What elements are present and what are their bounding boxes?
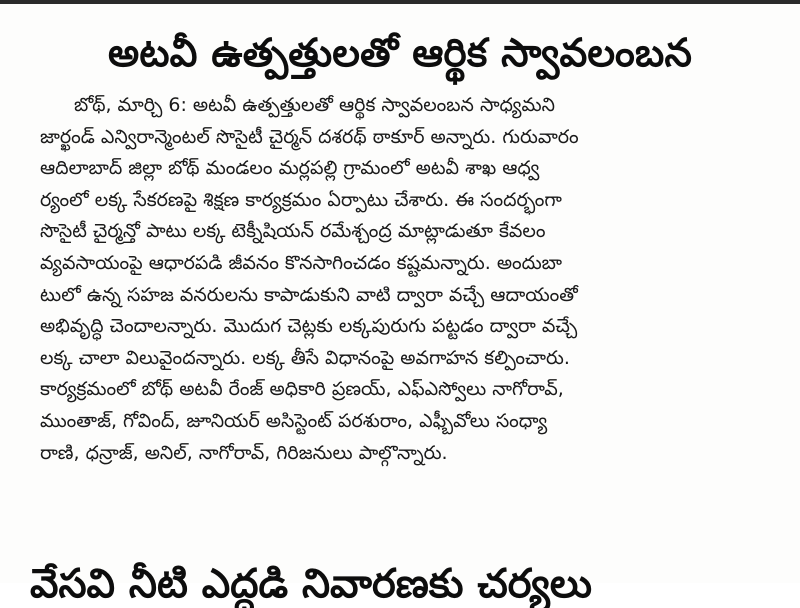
article-line: సొసైటీ చైర్మన్తో పాటు లక్క టెక్నీషియన్ రమేశ్చంద్ర మాట్లాడుతూ కేవలం	[40, 220, 546, 243]
article-line: కార్యక్రమంలో బోథ్ అటవీ రేంజ్ అధికారి ప్రణయ్, ఎఫ్ఎస్వోలు నాగోరావ్,	[40, 378, 564, 401]
article-line: బోథ్, మార్చి 6: అటవీ ఉత్పత్తులతో ఆర్థిక స్వావలంబన సాధ్యమని	[74, 94, 555, 116]
top-rule	[0, 0, 800, 4]
article-line: టులో ఉన్న సహజ వనరులను కాపాడుకుని వాటి ద్వారా వచ్చే ఆదాయంతో	[40, 283, 578, 306]
article-line: ఆదిలాబాద్ జిల్లా బోథ్ మండలం మర్లపల్లి గ్రామంలో అటవీ శాఖ ఆధ్వ	[40, 157, 540, 180]
article-line: జార్ఖండ్ ఎన్విరాన్మెంటల్ సొసైటీ చైర్మన్ దశరథ్ ఠాకూర్ అన్నారు. గురువారం	[40, 125, 579, 148]
article-line: ముంతాజ్, గోవింద్, జూనియర్ అసిస్టెంట్ పరశురాం, ఎఫ్బీవోలు సంధ్యా	[40, 409, 548, 432]
article-line: రాణి, ధన్రాజ్, అనిల్, నాగోరావ్, గిరిజనులు పాల్గొన్నారు.	[40, 441, 448, 464]
article-line: ర్యంలో లక్క సేకరణపై శిక్షణ కార్యక్రమం ఏర్పాటు చేశారు. ఈ సందర్భంగా	[40, 188, 562, 211]
article-line: అభివృద్ధి చెందాలన్నారు. మొదుగ చెట్లకు లక్కపురుగు పట్టడం ద్వారా వచ్చే	[40, 315, 578, 338]
article-line: వ్యవసాయంపై ఆధారపడి జీవనం కొనసాగించడం కష్టమన్నారు. అందుబా	[40, 251, 563, 274]
article-headline: అటవీ ఉత్పత్తులతో ఆర్థిక స్వావలంబన	[107, 31, 693, 76]
article-body	[40, 90, 752, 469]
article-line: లక్క చాలా విలువైందన్నారు. లక్క తీసే విధానంపై అవగాహన కల్పించారు.	[40, 346, 570, 369]
next-article-headline-cropped	[30, 560, 770, 607]
next-headline-text: వేసవి నీటి ఎద్దడి నివారణకు చర్యలు	[30, 561, 593, 607]
